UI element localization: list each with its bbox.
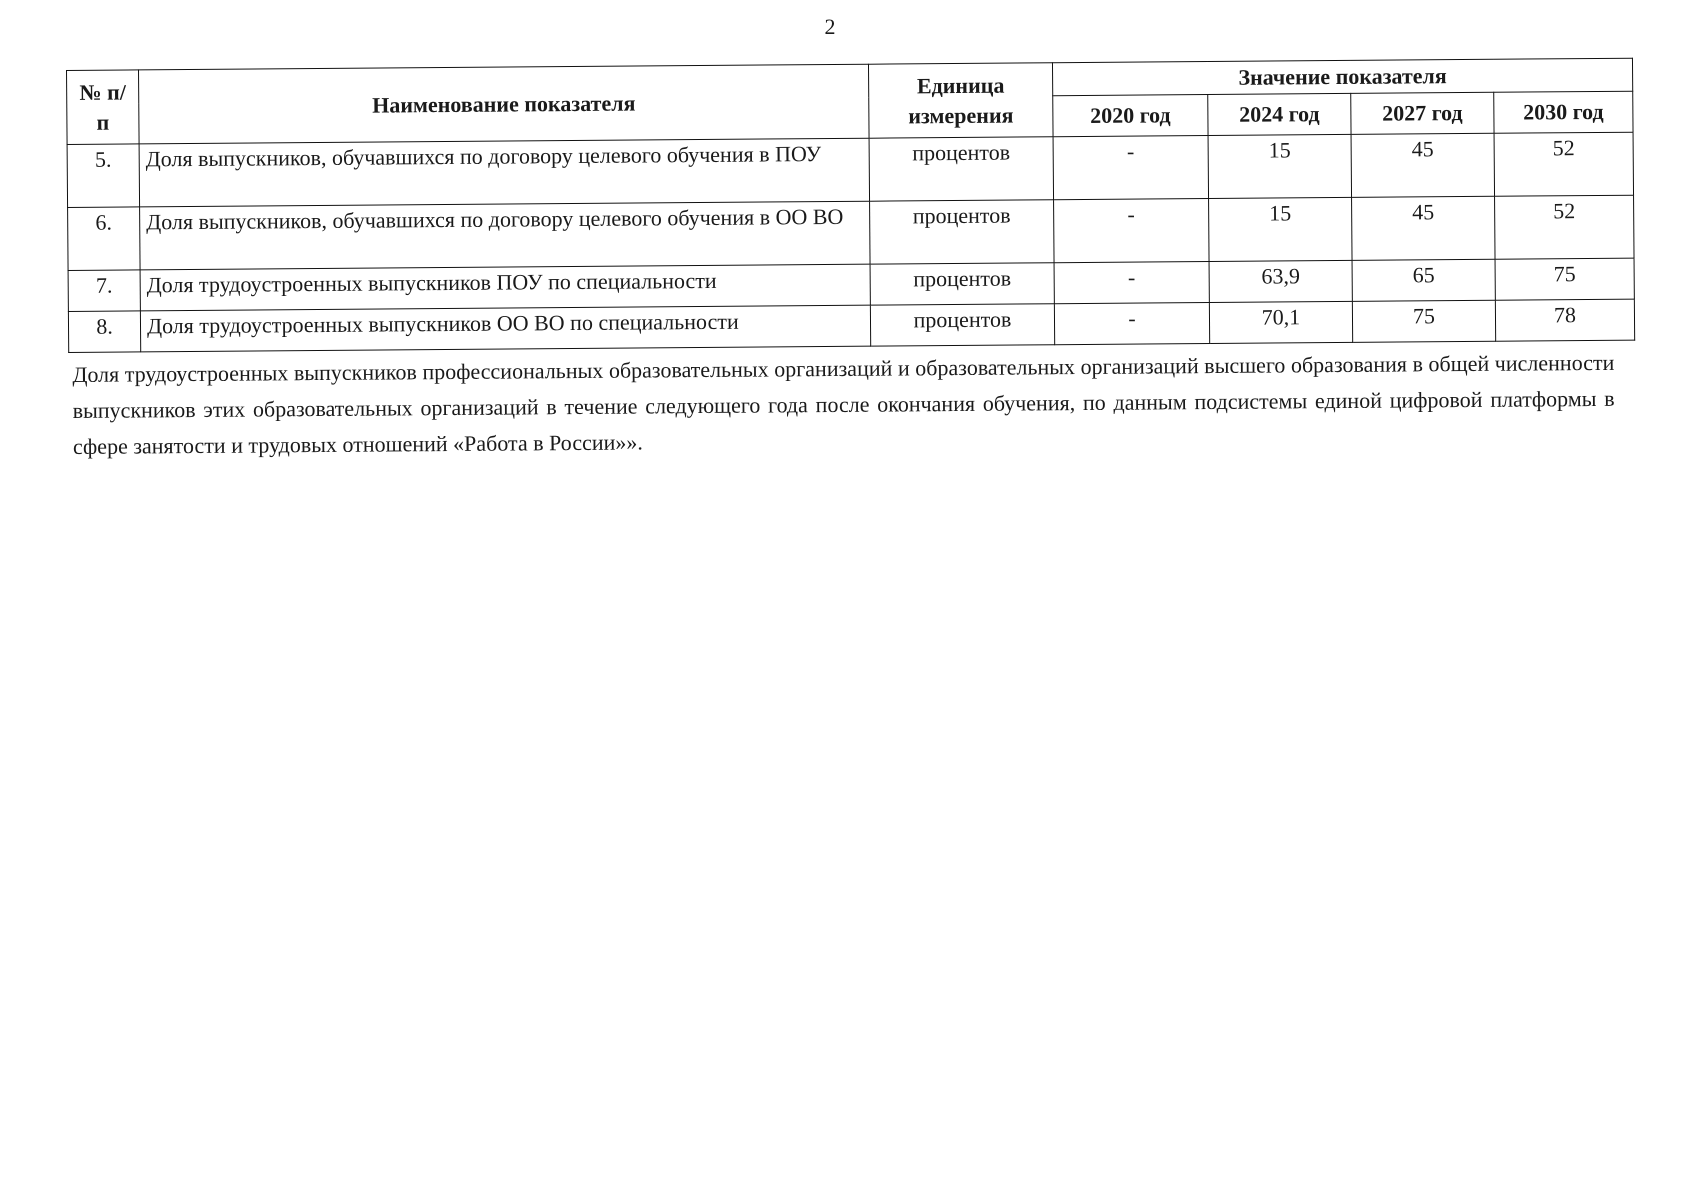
indicator-note: Доля трудоустроенных выпускников профессиональных образовательных организаций и образовательных организаций высшего образования в общей численности выпускников этих образовательных организаций в течение следующего года после окончания обучения, по данным подсистемы единой цифровой платформы в сфере занятости и трудовых отношений «Работа в России»». [72,349,1615,459]
header-year-2024: 2024 год [1208,93,1351,135]
value-2024: 70,1 [1209,301,1352,343]
value-2024: 15 [1208,134,1351,198]
value-2030: 52 [1494,132,1633,196]
value-2030: 52 [1495,195,1634,259]
row-unit: процентов [869,137,1053,201]
value-2020: - [1054,199,1209,263]
row-name: Доля выпускников, обучавшихся по договору целевого обучения в ОО ВО [140,201,870,270]
value-2027: 75 [1352,300,1495,342]
row-unit: процентов [870,200,1054,264]
row-name: Доля выпускников, обучавшихся по договору целевого обучения в ПОУ [139,138,869,207]
row-number: 6. [68,207,140,271]
header-unit: Единица измерения [868,63,1053,138]
row-name: Доля трудоустроенных выпускников ПОУ по специальности [140,264,870,311]
value-2027: 45 [1351,133,1494,197]
value-2020: - [1054,303,1209,345]
value-2027: 65 [1352,259,1495,301]
header-name: Наименование показателя [139,64,870,144]
header-year-2030: 2030 год [1494,91,1633,133]
row-unit: процентов [870,263,1054,305]
value-2024: 63,9 [1209,260,1352,302]
value-2024: 15 [1209,197,1352,261]
row-unit: процентов [870,304,1054,346]
header-number: № п/п [67,70,140,145]
value-2030: 78 [1495,299,1634,341]
value-2020: - [1053,136,1208,200]
value-2030: 75 [1495,258,1634,300]
document-sheet [66,58,1635,465]
row-number: 7. [68,270,140,312]
indicators-table [66,58,1635,353]
value-2020: - [1054,262,1209,304]
row-number: 5. [67,144,139,208]
header-year-2027: 2027 год [1351,92,1494,134]
header-value-group: Значение показателя [1052,58,1632,96]
row-name: Доля трудоустроенных выпускников ОО ВО по специальности [140,305,870,352]
page-number: 2 [824,14,836,39]
row-number: 8. [68,311,140,353]
value-2027: 45 [1352,196,1495,260]
header-year-2020: 2020 год [1053,95,1208,137]
